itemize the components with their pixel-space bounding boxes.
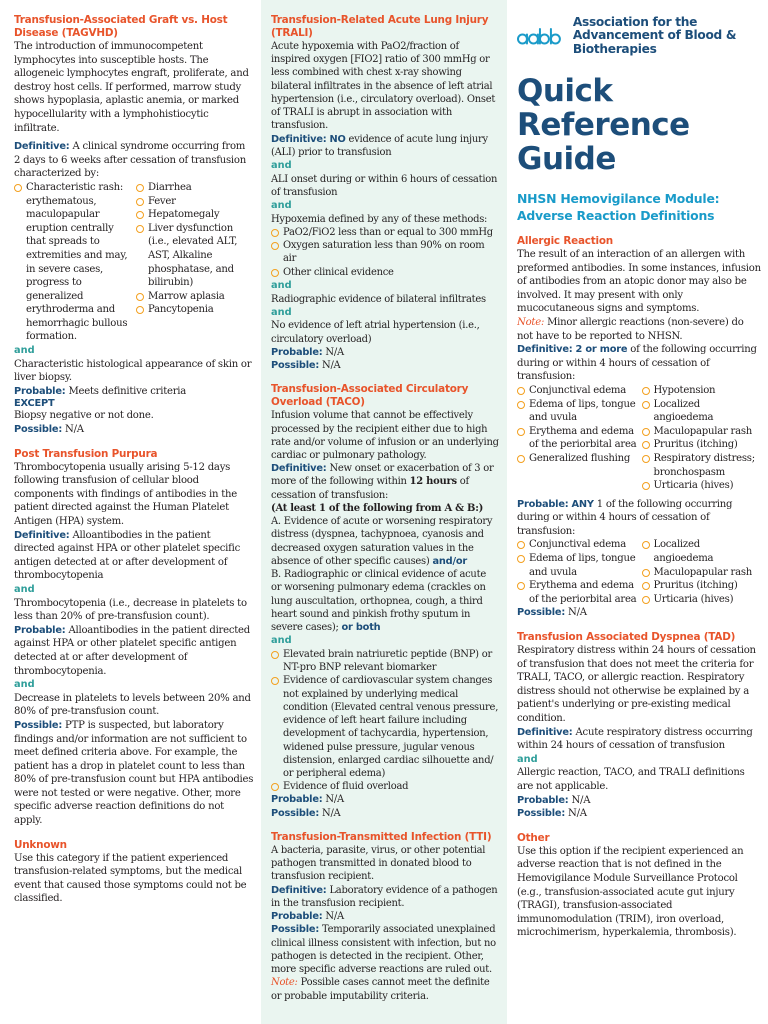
probable-text: N/A — [325, 794, 344, 806]
and-connector: and — [14, 679, 35, 691]
aabb-logo-icon — [517, 16, 565, 56]
symptom-list-right — [642, 538, 763, 606]
radiographic-text: Radiographic evidence of bilateral infiltrates — [271, 293, 486, 305]
list-item: Localized angioedema — [642, 538, 763, 565]
guide-title-line: Guide — [517, 141, 616, 177]
section-title: Transfusion-Related Acute Lung Injury (TRALI) — [271, 14, 489, 39]
probable-label: Probable: — [271, 794, 323, 806]
section-title: Other — [517, 831, 550, 844]
list-item: Edema of lips, tongue and uvula — [517, 552, 638, 579]
probable-text: N/A — [325, 346, 344, 358]
list-item: Urticaria (hives) — [642, 593, 763, 607]
note-label: Note: — [517, 316, 545, 328]
probable-count: ANY — [571, 498, 594, 510]
definitive-paragraph — [14, 140, 254, 181]
and-connector: and — [14, 583, 35, 595]
probable-text: N/A — [571, 794, 591, 806]
section-unknown — [14, 839, 254, 906]
section-intro: Acute hypoxemia with PaO2/fraction of inspired oxygen [FIO2] ratio of 300 mmHg or less combined with chest x-ray showing bilateral infiltrates in the absence of left atrial hypertension (i.e., circulatory overload). Onset of TRALI is abrupt in association with transfusion. — [271, 41, 496, 132]
criterion-a-text: A. Evidence of acute or worsening respiratory distress (dyspnea, tachypnoea, cyanosis and decreased oxygen saturation values in the absence of other specific causes) — [271, 516, 493, 567]
possible-label: Possible: — [271, 807, 320, 819]
possible-label: Possible: — [271, 360, 320, 372]
histology-text: Characteristic histological appearance of skin or liver biopsy. — [14, 358, 252, 384]
method-list — [271, 226, 499, 279]
list-item: Other clinical evidence — [271, 266, 499, 279]
list-item: Maculopapular rash — [642, 425, 763, 439]
definitive-label: Definitive: — [14, 141, 70, 153]
possible-label: Possible: — [14, 719, 63, 731]
probable-paragraph — [271, 346, 499, 359]
possible-paragraph — [517, 606, 762, 620]
list-item: Fever — [136, 195, 254, 209]
definitive-text: Acute respiratory distress occurring within 24 hours of cessation of transfusion — [517, 726, 753, 752]
symptom-list-left — [14, 181, 132, 344]
definitive-text: evidence of acute lung injury (ALI) prior to transfusion — [271, 133, 488, 158]
definitive-paragraph — [271, 462, 499, 502]
list-item: Conjunctival edema — [517, 384, 638, 398]
probable-label: Probable: — [517, 498, 569, 510]
list-item: Marrow aplasia — [136, 290, 254, 304]
probable-paragraph — [14, 624, 254, 678]
criterion-a — [271, 515, 499, 568]
possible-paragraph — [271, 923, 499, 976]
possible-paragraph — [271, 359, 499, 372]
probable-paragraph — [517, 794, 762, 808]
probable-text: 1 of the following occurring during or within 4 hours of cessation of transfusion: — [517, 498, 733, 537]
section-intro: Infusion volume that cannot be effectively processed by the recipient either due to high rate and/or volume of infusion or an underlying cardiac or pulmonary pathology. — [271, 410, 499, 461]
list-item: PaO2/FiO2 less than or equal to 300 mmHg — [271, 226, 499, 239]
definitive-label: Definitive: — [517, 344, 573, 356]
list-item: Characteristic rash: erythematous, maculopapular eruption centrally that spreads to extremities and may, in severe cases, progress to generalized erythroderma and hemorrhagic bullous formation. — [14, 181, 132, 344]
and-connector: and — [271, 306, 292, 318]
section-title: Transfusion-Associated Graft vs. Host Disease (TAGVHD) — [14, 14, 228, 39]
probable-paragraph — [14, 385, 254, 399]
probable-paragraph — [517, 498, 762, 539]
note-text: Minor allergic reactions (non-severe) do not have to be reported to NHSN. — [517, 316, 744, 342]
criterion-b — [271, 568, 499, 634]
and-connector: and — [14, 345, 35, 357]
section-title: Unknown — [14, 838, 67, 851]
possible-paragraph — [14, 423, 254, 437]
list-item: Edema of lips, tongue and uvula — [517, 398, 638, 425]
criteria-list — [271, 648, 499, 794]
symptom-list-left — [517, 384, 638, 493]
and-connector: and — [271, 200, 292, 212]
list-item: Hypotension — [642, 384, 763, 398]
probable-label: Probable: — [14, 385, 66, 397]
section-taco — [271, 383, 499, 820]
section-ptp — [14, 448, 254, 828]
section-text: Use this category if the patient experienced transfusion-related symptoms, but the medical event that caused those symptoms could not be classified. — [14, 852, 247, 905]
column-right — [517, 14, 762, 1024]
note-label: Note: — [271, 977, 298, 989]
list-item: Erythema and edema of the periorbital area — [517, 579, 638, 606]
except-label: EXCEPT — [14, 398, 55, 410]
probable-label: Probable: — [517, 794, 569, 806]
possible-label: Possible: — [14, 424, 63, 436]
possible-text: N/A — [322, 360, 341, 372]
definitive-hours: 12 hours — [409, 476, 457, 488]
definitive-label: Definitive: — [517, 726, 573, 738]
section-tti — [271, 831, 499, 1003]
definitive-text: A clinical syndrome occurring from 2 days to 6 weeks after cessation of transfusion characterized by: — [14, 141, 246, 180]
org-name: Association for the Advancement of Blood & Biotherapies — [572, 14, 737, 56]
probable-label: Probable: — [271, 346, 323, 358]
symptom-list-left — [517, 538, 638, 606]
section-title: Transfusion-Transmitted Infection (TTI) — [271, 830, 492, 843]
probable-label: Probable: — [271, 911, 323, 923]
list-item: Elevated brain natriuretic peptide (BNP) or NT-pro BNP relevant biomarker — [271, 648, 499, 674]
section-title: Post Transfusion Purpura — [14, 447, 158, 460]
definitive-no: NO — [329, 133, 346, 145]
definitive-label: Definitive: — [271, 884, 327, 896]
list-item: Pruritus (itching) — [642, 579, 763, 593]
and-or-connector: and/or — [432, 555, 467, 567]
section-tad — [517, 631, 762, 821]
and-connector: and — [517, 753, 538, 765]
definitive-text-a: New onset or exacerbation of 3 or more of the following within — [271, 463, 494, 488]
section-tagvhd — [14, 14, 254, 437]
definitive-text-b: of cessation of transfusion: — [271, 476, 469, 501]
guide-subtitle: NHSN Hemovigilance Module: Adverse Reaction Definitions — [517, 191, 720, 223]
section-intro: Respiratory distress within 24 hours of cessation of transfusion that does not meet the criteria for TRALI, TACO, or allergic reaction. Respiratory distress should not otherwise be explained by a patient's underlying or pre-existing medical condition. — [517, 645, 756, 724]
possible-text: PTP is suspected, but laboratory findings and/or information are not sufficient to meet defined criteria above. For example, the patient has a drop in platelet count to less than 80% of pre-transfusion count but HPA antibodies were not tested or were negative. Other, more specific adverse reaction definitions do not apply. — [14, 719, 254, 827]
at-least-note: (At least 1 of the following from A & B:) — [271, 502, 484, 514]
probable-text: Alloantibodies in the patient directed against HPA or other platelet specific antigen detected at or after development of thrombocytopenia. — [14, 624, 250, 677]
list-item: Conjunctival edema — [517, 538, 638, 552]
definitive-paragraph — [271, 133, 499, 159]
probable-text: Meets definitive criteria — [68, 385, 187, 397]
possible-text: Temporarily associated unexplained clinical illness consistent with infection, but no pathogen is detected in the recipient. Other, more specific adverse reactions are ruled out. — [271, 924, 496, 976]
section-trali — [271, 14, 499, 372]
guide-title-line: Reference — [517, 107, 690, 143]
criteria-text: Allergic reaction, TACO, and TRALI definitions are not applicable. — [517, 767, 745, 792]
list-item: Evidence of fluid overload — [271, 780, 499, 793]
note-text: Possible cases cannot meet the definite or probable imputability criteria. — [271, 977, 490, 1002]
symptom-lists — [14, 181, 254, 344]
list-item: Erythema and edema of the periorbital area — [517, 425, 638, 452]
column-middle — [261, 0, 507, 1024]
list-item: Hepatomegaly — [136, 208, 254, 222]
except-text: Biopsy negative or not done. — [14, 410, 154, 422]
section-allergic — [517, 235, 762, 620]
section-intro: Thrombocytopenia usually arising 5-12 days following transfusion of cellular blood components with findings of antibodies in the patient directed against the Human Platelet Antigen (HPA) system. — [14, 461, 238, 527]
list-item: Diarrhea — [136, 181, 254, 195]
possible-text: N/A — [322, 807, 341, 819]
definitive-paragraph — [517, 343, 762, 384]
probable-paragraph — [271, 793, 499, 806]
definitive-text: Alloantibodies in the patient directed against HPA or other platelet specific antigen detected at or after development of thrombocytopenia — [14, 529, 240, 582]
no-lah-text: No evidence of left atrial hypertension (i.e., circulatory overload) — [271, 320, 480, 345]
list-item: Pancytopenia — [136, 303, 254, 317]
column-left — [14, 14, 254, 1024]
note-paragraph — [517, 316, 762, 343]
list-item: Maculopapular rash — [642, 566, 763, 580]
section-title: Transfusion-Associated Circulatory Overload (TACO) — [271, 383, 469, 409]
symptom-list-right — [136, 181, 254, 344]
possible-label: Possible: — [517, 808, 566, 820]
symptom-list-right — [642, 384, 763, 493]
possible-paragraph — [14, 719, 254, 828]
onset-text: ALI onset during or within 6 hours of cessation of transfusion — [271, 173, 498, 198]
note-paragraph — [271, 976, 499, 1002]
definitive-paragraph — [517, 726, 762, 753]
and-connector: and — [271, 635, 292, 647]
definitive-lists — [517, 384, 762, 493]
hypoxemia-text: Hypoxemia defined by any of these methods: — [271, 213, 488, 225]
possible-text: N/A — [568, 808, 587, 820]
section-text: Use this option if the recipient experienced an adverse reaction that is not defined in the Hemovigilance Module Surveillance Protocol (e.g., transfusion-associated acute gut injury (TRAGI), transfusion-associated immunomodulation (TRIM), iron overload, microchimerism, hyperkalemia, thrombosis). — [517, 845, 744, 939]
section-intro: The result of an interaction of an allergen with preformed antibodies. In some instances, infusion of antibodies from an atopic donor may also be involved. It may present with only mucocutaneous signs and symptoms. — [517, 249, 761, 315]
guide-title-line: Quick — [517, 73, 613, 109]
section-title: Allergic Reaction — [517, 235, 613, 247]
possible-label: Possible: — [271, 924, 320, 936]
list-item: Oxygen saturation less than 90% on room air — [271, 239, 499, 265]
possible-paragraph — [271, 807, 499, 820]
definitive-label: Definitive: — [271, 463, 327, 475]
probable-text: N/A — [325, 911, 344, 923]
list-item: Pruritus (itching) — [642, 438, 763, 452]
section-other — [517, 832, 762, 940]
list-item: Evidence of cardiovascular system changes not explained by underlying medical condition (Elevated central venous pressure, evidence of left heart failure including development of tachycardia, hypertension, widened pulse pressure, jugular venous distension, enlarged cardiac silhouette and/ or peripheral edema) — [271, 674, 499, 780]
brand-header — [517, 14, 762, 58]
definitive-text: Laboratory evidence of a pathogen in the transfusion recipient. — [271, 884, 498, 909]
possible-text: N/A — [568, 607, 587, 619]
possible-text: N/A — [65, 424, 84, 436]
probable-lists — [517, 538, 762, 606]
definitive-count: 2 or more — [575, 344, 628, 356]
list-item: Respiratory distress; bronchospasm — [642, 452, 763, 479]
and-connector: and — [271, 160, 292, 172]
definitive-label: Definitive: — [14, 529, 70, 541]
probable-paragraph — [271, 910, 499, 923]
criteria-text: Thrombocytopenia (i.e., decrease in platelets to less than 20% of pre-transfusion count). — [14, 597, 247, 623]
list-item: Liver dysfunction (i.e., elevated ALT, AST, Alkaline phosphatase, and bilirubin) — [136, 222, 254, 290]
list-item: Urticaria (hives) — [642, 479, 763, 493]
section-title: Transfusion Associated Dyspnea (TAD) — [517, 631, 736, 644]
definitive-label: Definitive: — [271, 133, 327, 145]
and-connector: and — [271, 279, 292, 291]
section-intro: The introduction of immunocompetent lymphocytes into susceptible hosts. The allogeneic lymphocytes engraft, proliferate, and destroy host cells. If performed, marrow study shows hypoplasia, aplastic anemia, or marked hypocellularity with a lymphohistiocytic infiltrate. — [14, 41, 249, 134]
list-item: Generalized flushing — [517, 452, 638, 466]
criteria-text: Decrease in platelets to levels between 20% and 80% of pre-transfusion count. — [14, 692, 251, 718]
possible-label: Possible: — [517, 607, 566, 619]
possible-paragraph — [517, 807, 762, 821]
list-item: Localized angioedema — [642, 398, 763, 425]
guide-title — [517, 74, 762, 176]
or-both-connector: or both — [341, 622, 381, 634]
definitive-paragraph — [14, 529, 254, 583]
probable-label: Probable: — [14, 624, 66, 636]
definitive-paragraph — [271, 884, 499, 910]
criterion-b-text: B. Radiographic or clinical evidence of acute or worsening pulmonary edema (crackles on lung auscultation, orthopnea, cough, a third heart sound and pinkish frothy sputum in severe cases); — [271, 569, 486, 634]
definitive-text: of the following occurring during or within 4 hours of cessation of transfusion: — [517, 344, 757, 383]
section-intro: A bacteria, parasite, virus, or other potential pathogen transmitted in donated blood to transfusion recipient. — [271, 844, 486, 883]
